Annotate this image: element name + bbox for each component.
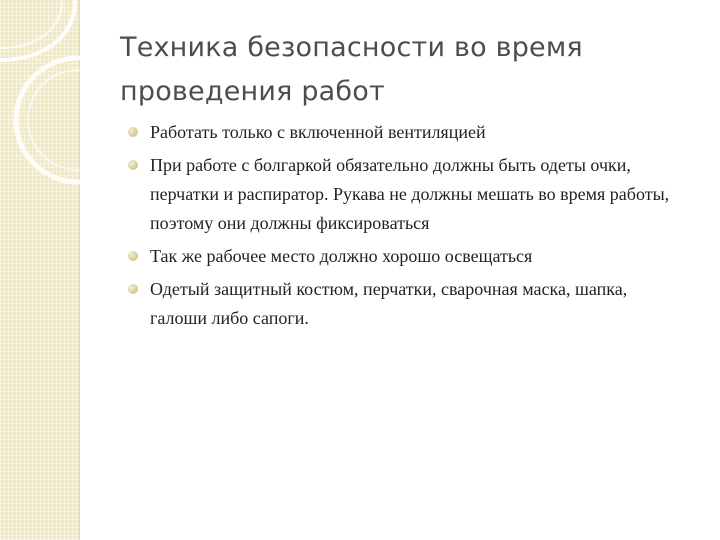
bullet-text: Так же рабочее место должно хорошо освещаться — [150, 246, 533, 266]
bullet-item — [128, 275, 688, 333]
slide-title: Техника безопасности во время проведения работ — [120, 32, 583, 107]
bullet-dot-icon — [128, 284, 138, 294]
bullet-dot-icon — [128, 127, 138, 137]
bullet-list — [128, 118, 688, 333]
bullet-item — [128, 242, 688, 271]
bullet-dot-icon — [128, 251, 138, 261]
bullet-text: Одетый защитный костюм, перчатки, сварочная маска, шапка, галоши либо сапоги. — [150, 279, 628, 328]
bullet-text: Работать только с включенной вентиляцией — [150, 122, 486, 142]
bullet-text: При работе с болгаркой обязательно должны быть одеты очки, перчатки и распиратор. Рукава не должны мешать во время работы, поэтому они должны фиксироваться — [150, 155, 670, 233]
bullet-item — [128, 118, 688, 147]
bullet-item — [128, 151, 688, 238]
bullet-dot-icon — [128, 160, 138, 170]
